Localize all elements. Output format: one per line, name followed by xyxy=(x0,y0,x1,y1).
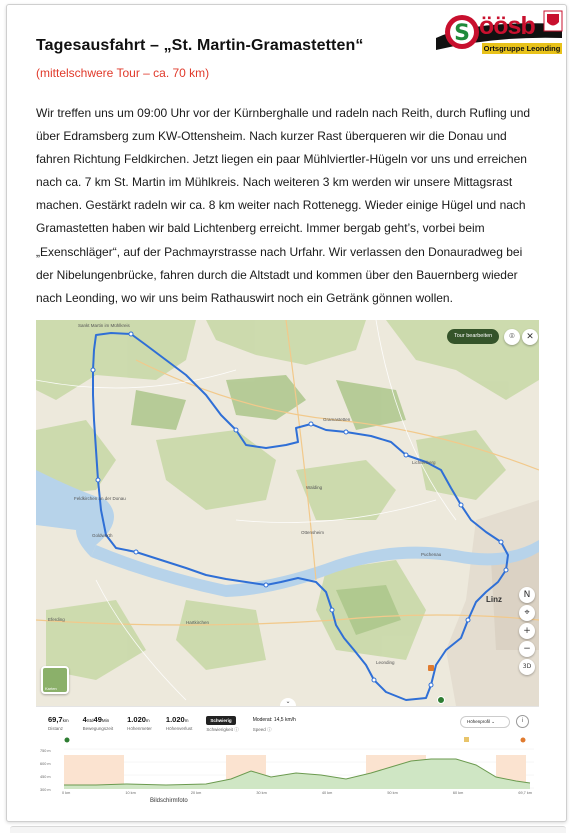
map-label-walding: Walding xyxy=(306,485,323,490)
moving-time-label: Bewegungszeit xyxy=(82,726,114,731)
descent-unit: m xyxy=(184,718,189,723)
x-tick: 60 km xyxy=(452,791,464,795)
next-page-edge xyxy=(10,826,566,833)
y-tick: 450 m xyxy=(40,775,51,779)
ascent-value: 1.020 xyxy=(127,715,146,724)
close-icon[interactable]: ✕ xyxy=(522,329,538,345)
profile-y-axis xyxy=(40,745,51,797)
map-label-leonding: Leonding xyxy=(376,660,395,665)
stats-row xyxy=(48,715,296,733)
x-tick: 40 km xyxy=(321,791,333,795)
y-tick: 600 m xyxy=(40,762,51,766)
descent-label: Höhenverlust xyxy=(165,726,193,731)
elevation-profile-chart[interactable] xyxy=(36,735,539,799)
screenshot-caption: Bildschirmfoto xyxy=(150,798,188,804)
3d-mode-button[interactable]: 3D xyxy=(519,659,535,675)
map-layer-label: Karten xyxy=(45,686,57,691)
difficulty-label: Schwierigkeit xyxy=(206,727,233,732)
compass-north-button[interactable]: N xyxy=(519,587,535,603)
map-label-ottensheim: Ottensheim xyxy=(301,530,325,535)
hours-value: 4 xyxy=(82,715,87,724)
x-tick: 20 km xyxy=(190,791,202,795)
location-pin-icon[interactable]: ⌾ xyxy=(504,329,520,345)
map-label-feldkirchen: Feldkirchen an der Donau xyxy=(74,496,126,501)
y-tick: 300 m xyxy=(40,788,51,792)
map-label-goldwoerth: Goldwörth xyxy=(92,533,113,538)
minutes-unit: Min xyxy=(101,718,110,723)
map-label-st-martin: Sankt Martin im Mühlkreis xyxy=(78,323,130,328)
descent-value: 1.020 xyxy=(165,715,185,724)
profile-x-axis xyxy=(62,791,532,795)
map-canvas[interactable] xyxy=(36,320,539,706)
zoom-in-button[interactable]: + xyxy=(519,623,535,639)
stat-speed: Moderat: 14,5 km/h Speed ⓘ xyxy=(252,717,296,732)
map-label-lichtenberg: Lichtenberg xyxy=(412,460,436,465)
map-label-linz: Linz xyxy=(486,595,502,604)
locate-icon[interactable]: ⌖ xyxy=(519,605,535,621)
tour-description: Wir treffen uns um 09:00 Uhr vor der Kürnberghalle und radeln nach Reith, durch Rufling und über Edramsberg zum KW-Ottensheim. Nach kurzer Rast überqueren wir die Donau und fahren Richtung Feldkirchen. Jetzt liegen ein paar Mühlviertler-Hügeln vor uns und erreichen nach ca. 7 km St. Martin im Mühlkreis. Nach weiteren 3 km werden wir unsere Mittagsrast machen. Gestärkt radeln wir ca. 8 km weiter nach Rottenegg. Wieder einige Hügel und nach Gramastetten haben wir bald Lichtenberg erreicht. Immer bergab geht’s, vorbei beim „Exenschläger“, auf der Pachmayrstrasse nach Urfahr. Wir verlassen den Donauradweg bei der Nibelungenbrücke, fahren durch die Altstadt und kommen über den Bauernberg wieder nach Leonding, wo wir uns beim Rathauswirt noch ein Getränk gönnen wollen. xyxy=(36,106,531,305)
profile-start-marker xyxy=(65,738,70,743)
svg-text:S: S xyxy=(454,21,470,46)
profile-end-marker xyxy=(521,738,526,743)
speed-label: Speed xyxy=(252,727,266,732)
y-tick: 750 m xyxy=(40,749,51,753)
page-title: Tagesausfahrt – „St. Martin-Gramastetten“ xyxy=(36,37,364,54)
distance-value: 69,7 xyxy=(48,715,63,724)
difficulty-badge: Schwierig xyxy=(206,716,235,725)
club-logo xyxy=(434,10,564,60)
start-marker xyxy=(438,697,445,704)
x-tick: 10 km xyxy=(125,791,136,795)
logo-subtext: Ortsgruppe Leonding xyxy=(483,44,561,53)
ascent-label: Höhenmeter xyxy=(127,726,152,731)
info-icon[interactable]: i xyxy=(516,715,529,728)
x-tick: 69,7 km xyxy=(518,791,532,795)
stat-descent xyxy=(166,715,193,733)
map-label-hartkirchen: Hartkirchen xyxy=(186,620,210,625)
profile-select-label: Höhenprofil xyxy=(467,719,491,724)
hours-unit: Std xyxy=(86,718,94,723)
stat-distance xyxy=(48,715,69,733)
map-label-puchenau: Puchenau xyxy=(421,552,442,557)
minutes-value: 49 xyxy=(93,715,102,724)
stat-ascent xyxy=(127,715,152,733)
x-tick: 0 km xyxy=(62,791,71,795)
tour-stats-panel xyxy=(36,706,539,806)
tour-difficulty-subtitle: (mittelschwere Tour – ca. 70 km) xyxy=(36,66,210,80)
zoom-out-button[interactable]: − xyxy=(519,641,535,657)
distance-unit: km xyxy=(62,718,69,723)
map-label-eferding: Eferding xyxy=(48,617,65,622)
x-tick: 50 km xyxy=(387,791,398,795)
speed-value: Moderat: 14,5 km/h xyxy=(252,717,296,723)
profile-poi-marker xyxy=(464,737,469,742)
edit-tour-button[interactable]: Tour bearbeiten xyxy=(447,329,499,344)
stat-difficulty: Schwierig Schwierigkeit ⓘ xyxy=(206,718,239,732)
map-label-gramastetten: Gramastetten xyxy=(323,417,351,422)
route-map[interactable] xyxy=(36,320,539,706)
logo-wordmark: öösb xyxy=(479,12,535,40)
distance-label: Distanz xyxy=(48,726,64,731)
stat-moving-time xyxy=(83,715,114,733)
x-tick: 30 km xyxy=(256,791,267,795)
collapse-panel-icon[interactable]: ⌄ xyxy=(280,698,296,706)
elevation-profile-select[interactable]: Höhenprofil ⌄ xyxy=(460,716,510,728)
poi-marker xyxy=(428,665,434,671)
ascent-unit: m xyxy=(145,718,150,723)
map-layer-thumbnail[interactable] xyxy=(41,666,69,694)
